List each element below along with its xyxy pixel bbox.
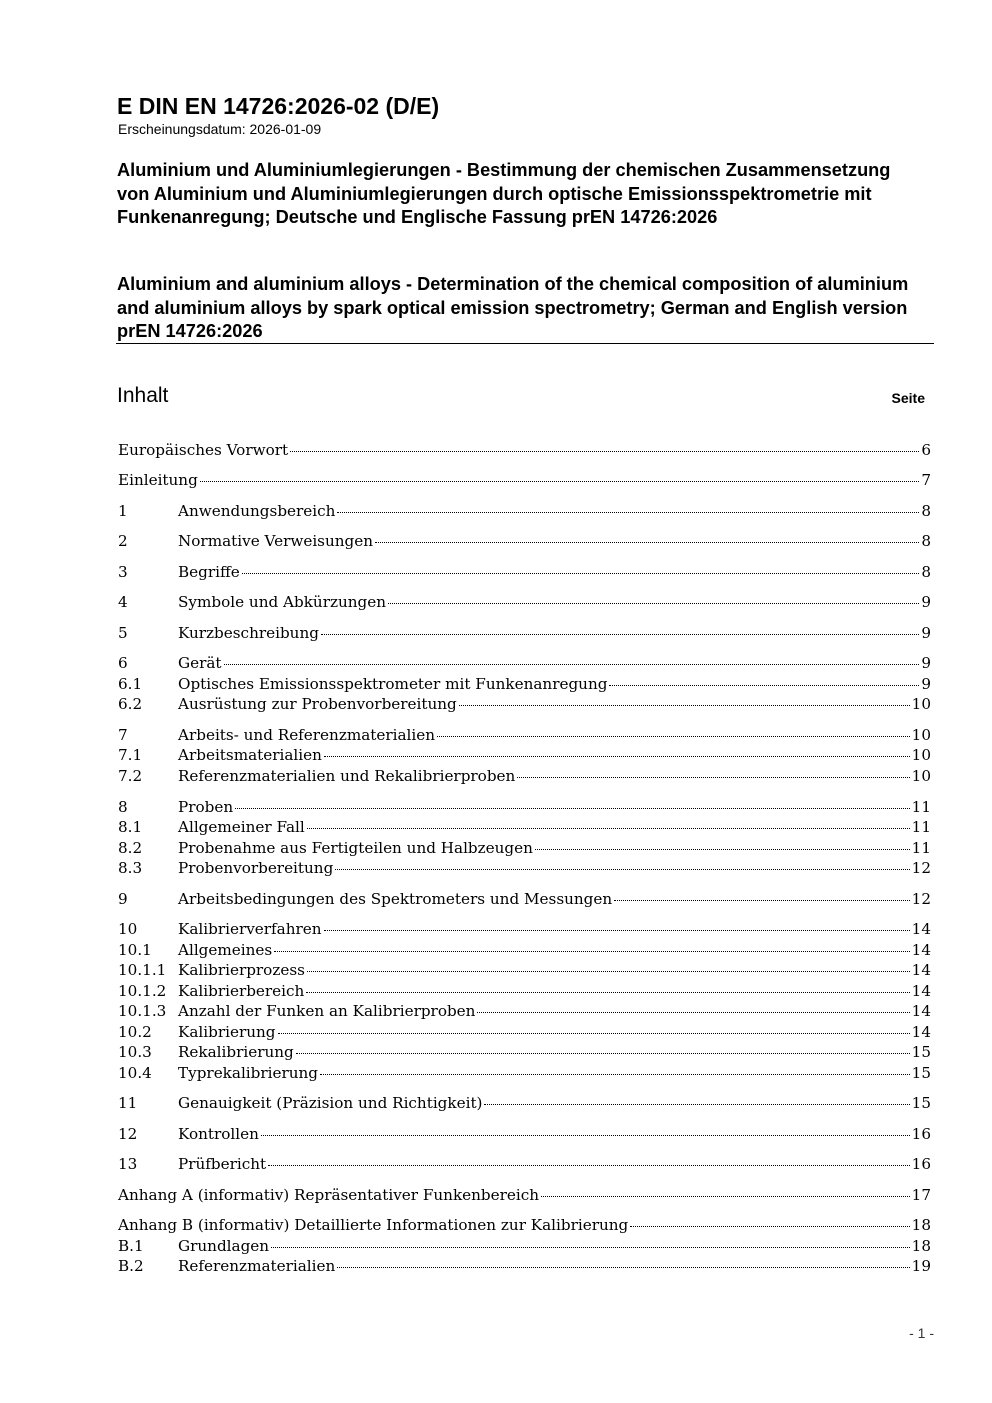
toc-entry-page: 18 — [911, 1216, 931, 1234]
toc-entry[interactable] — [118, 694, 931, 715]
toc-entry-title: Optisches Emissionsspektrometer mit Funkenanregung — [178, 675, 608, 693]
toc-leader-dots — [321, 633, 919, 635]
toc-entry-title: Probenahme aus Fertigteilen und Halbzeugen — [178, 839, 533, 857]
toc-entry-page: 12 — [911, 890, 931, 908]
toc-entry-page: 10 — [911, 726, 931, 744]
toc-entry-page: 8 — [921, 532, 931, 550]
toc-entry-number: B.1 — [118, 1237, 144, 1255]
toc-entry-page: 7 — [921, 471, 931, 489]
toc-leader-dots — [271, 1246, 910, 1248]
toc-entry-page: 11 — [911, 818, 931, 836]
toc-entry-number: 9 — [118, 890, 128, 908]
toc-entry-title: Anhang A (informativ) Repräsentativer Funkenbereich — [118, 1186, 540, 1204]
toc-entry-number: 4 — [118, 593, 128, 611]
toc-entry[interactable] — [118, 838, 931, 859]
toc-entry-title: Genauigkeit (Präzision und Richtigkeit) — [178, 1094, 483, 1112]
document-id: E DIN EN 14726:2026-02 (D/E) — [117, 93, 440, 119]
toc-entry-number: 6 — [118, 654, 128, 672]
toc-entry[interactable] — [118, 1256, 931, 1277]
toc-leader-dots — [535, 848, 910, 850]
toc-entry-number: 10.1 — [118, 941, 152, 959]
toc-leader-dots — [335, 868, 909, 870]
toc-entry-title: Referenzmaterialien — [178, 1257, 336, 1275]
toc-entry-number: 8 — [118, 798, 128, 816]
toc-entry-page: 11 — [911, 798, 931, 816]
toc-entry-number: 3 — [118, 563, 128, 581]
toc-entry-page: 15 — [911, 1094, 931, 1112]
toc-entry-page: 15 — [911, 1043, 931, 1061]
toc-entry-page: 12 — [911, 859, 931, 877]
toc-entry-title: Kalibrierung — [178, 1023, 276, 1041]
toc-entry-title: Anwendungsbereich — [178, 502, 336, 520]
toc-entry[interactable] — [118, 1093, 931, 1114]
toc-entry-title: Arbeitsmaterialien — [178, 746, 322, 764]
toc-entry-title: Kalibrierbereich — [178, 982, 305, 1000]
toc-entry-page: 16 — [911, 1155, 931, 1173]
toc-entry[interactable] — [118, 858, 931, 879]
toc-leader-dots — [541, 1195, 910, 1197]
toc-entry[interactable] — [118, 960, 931, 981]
toc-entry-title: Rekalibrierung — [178, 1043, 294, 1061]
toc-entry-page: 10 — [911, 746, 931, 764]
toc-leader-dots — [630, 1225, 909, 1227]
toc-entry[interactable] — [118, 1042, 931, 1063]
toc-entry-title: Anzahl der Funken an Kalibrierproben — [178, 1002, 476, 1020]
toc-entry[interactable] — [118, 1063, 931, 1084]
toc-leader-dots — [437, 735, 910, 737]
toc-entry-title: Typrekalibrierung — [178, 1064, 319, 1082]
toc-leader-dots — [337, 1266, 909, 1268]
toc-entry-title: Grundlagen — [178, 1237, 270, 1255]
toc-entry[interactable] — [118, 562, 931, 583]
toc-entry-page: 9 — [921, 593, 931, 611]
toc-leader-dots — [306, 991, 909, 993]
toc-entry-page: 14 — [911, 920, 931, 938]
title-german: Aluminium und Aluminiumlegierungen - Bestimmung der chemischen Zusammensetzung von Aluminium und Aluminiumlegierungen durch optische Emissionsspektrometrie mit Funkenanregung; Deutsche und Englische Fassung prEN 14726:2026 — [117, 160, 891, 227]
toc-entry[interactable] — [118, 1236, 931, 1257]
toc-leader-dots — [242, 572, 920, 574]
toc-entry-page: 11 — [911, 839, 931, 857]
toc-entry[interactable] — [118, 919, 931, 940]
toc-leader-dots — [224, 663, 920, 665]
toc-entry-title: Einleitung — [118, 471, 198, 489]
toc-entry[interactable] — [118, 1215, 931, 1236]
toc-entry-title: Allgemeines — [178, 941, 273, 959]
toc-leader-dots — [261, 1134, 910, 1136]
toc-entry-number: 1 — [118, 502, 128, 520]
toc-entry[interactable] — [118, 1154, 931, 1175]
toc-leader-dots — [388, 602, 919, 604]
toc-entry[interactable] — [118, 940, 931, 961]
toc-entry-page: 9 — [921, 624, 931, 642]
toc-entry-page: 15 — [911, 1064, 931, 1082]
title-divider — [116, 343, 934, 344]
toc-entry-page: 9 — [921, 654, 931, 672]
toc-entry[interactable] — [118, 1124, 931, 1145]
toc-entry-page: 16 — [911, 1125, 931, 1143]
toc-leader-dots — [517, 776, 909, 778]
toc-entry-number: 10.4 — [118, 1064, 152, 1082]
toc-entry-number: 12 — [118, 1125, 138, 1143]
toc-entry-page: 17 — [911, 1186, 931, 1204]
toc-entry-page: 10 — [911, 767, 931, 785]
toc-entry-page: 18 — [911, 1237, 931, 1255]
toc-entry[interactable] — [118, 470, 931, 491]
toc-entry-number: 7.2 — [118, 767, 143, 785]
toc-entry[interactable] — [118, 817, 931, 838]
toc-entry-number: 5 — [118, 624, 128, 642]
title-english: Aluminium and aluminium alloys - Determination of the chemical composition of aluminium and aluminium alloys by spark optical emission spectrometry; German and English version prEN 14726:2026 — [117, 274, 909, 341]
toc-leader-dots — [614, 899, 909, 901]
toc-leader-dots — [268, 1164, 910, 1166]
toc-entry-page: 14 — [911, 982, 931, 1000]
toc-leader-dots — [307, 970, 910, 972]
toc-entry-title: Prüfbericht — [178, 1155, 267, 1173]
toc-entry-number: 10 — [118, 920, 138, 938]
toc-entry[interactable] — [118, 745, 931, 766]
toc-entry[interactable] — [118, 623, 931, 644]
toc-page-label: Seite — [891, 390, 925, 406]
toc-entry[interactable] — [118, 766, 931, 787]
toc-entry-title: Normative Verweisungen — [178, 532, 374, 550]
toc-entry-title: Gerät — [178, 654, 222, 672]
toc-leader-dots — [337, 511, 919, 513]
toc-entry-title: Proben — [178, 798, 234, 816]
toc-entry-page: 14 — [911, 1002, 931, 1020]
toc-entry-number: 7 — [118, 726, 128, 744]
toc-entry[interactable] — [118, 1022, 931, 1043]
toc-entry[interactable] — [118, 1001, 931, 1022]
toc-heading: Inhalt — [117, 384, 169, 407]
toc-entry[interactable] — [118, 653, 931, 674]
toc-entry-title: Ausrüstung zur Probenvorbereitung — [178, 695, 457, 713]
toc-leader-dots — [375, 541, 919, 543]
toc-leader-dots — [274, 950, 909, 952]
toc-entry-number: 10.3 — [118, 1043, 152, 1061]
toc-entry-number: 13 — [118, 1155, 138, 1173]
toc-entry-number: 6.2 — [118, 695, 143, 713]
toc-entry[interactable] — [118, 981, 931, 1002]
toc-entry-title: Kalibrierverfahren — [178, 920, 322, 938]
toc-entry-title: Kalibrierprozess — [178, 961, 305, 979]
toc-leader-dots — [278, 1032, 910, 1034]
toc-entry-page: 10 — [911, 695, 931, 713]
toc-entry[interactable] — [118, 1185, 931, 1206]
toc-leader-dots — [200, 480, 920, 482]
toc-leader-dots — [477, 1011, 909, 1013]
toc-entry-page: 8 — [921, 563, 931, 581]
toc-entry-number: 10.1.1 — [118, 961, 167, 979]
toc-leader-dots — [459, 704, 910, 706]
toc-entry-number: B.2 — [118, 1257, 144, 1275]
toc-entry-number: 8.1 — [118, 818, 143, 836]
toc-entry[interactable] — [118, 592, 931, 613]
toc-entry-number: 8.2 — [118, 839, 143, 857]
toc-entry-title: Arbeitsbedingungen des Spektrometers und Messungen — [178, 890, 613, 908]
toc-entry-number: 10.1.2 — [118, 982, 167, 1000]
toc-entry-page: 6 — [921, 441, 931, 459]
toc-entry[interactable] — [118, 889, 931, 910]
toc-entry-title: Kontrollen — [178, 1125, 259, 1143]
toc-entry[interactable] — [118, 797, 931, 818]
toc-leader-dots — [307, 827, 910, 829]
toc-entry[interactable] — [118, 674, 931, 695]
toc-leader-dots — [484, 1103, 909, 1105]
toc-entry-title: Allgemeiner Fall — [178, 818, 305, 836]
toc-entry-title: Begriffe — [178, 563, 240, 581]
toc-entry-number: 8.3 — [118, 859, 143, 877]
toc-entry-number: 7.1 — [118, 746, 143, 764]
toc-entry-title: Referenzmaterialien und Rekalibrierproben — [178, 767, 516, 785]
toc-entry[interactable] — [118, 531, 931, 552]
toc-entry[interactable] — [118, 440, 931, 461]
toc-entry-number: 6.1 — [118, 675, 143, 693]
toc-leader-dots — [609, 684, 919, 686]
toc-entry[interactable] — [118, 501, 931, 522]
toc-entry-title: Probenvorbereitung — [178, 859, 334, 877]
toc-entry-title: Arbeits- und Referenzmaterialien — [178, 726, 436, 744]
toc-leader-dots — [324, 755, 910, 757]
toc-leader-dots — [235, 807, 910, 809]
toc-entry-title: Symbole und Abkürzungen — [178, 593, 387, 611]
toc-leader-dots — [296, 1052, 910, 1054]
toc-leader-dots — [324, 929, 910, 931]
toc-entry-number: 10.2 — [118, 1023, 152, 1041]
toc-entry-number: 2 — [118, 532, 128, 550]
toc-entry-page: 14 — [911, 941, 931, 959]
toc-entry-page: 8 — [921, 502, 931, 520]
publication-date: Erscheinungsdatum: 2026-01-09 — [118, 121, 322, 137]
toc-entry-title: Kurzbeschreibung — [178, 624, 319, 642]
toc-entry-number: 11 — [118, 1094, 138, 1112]
toc-entry-page: 9 — [921, 675, 931, 693]
toc-entry-page: 14 — [911, 961, 931, 979]
page-number: - 1 - — [909, 1325, 934, 1341]
toc-entry-title: Anhang B (informativ) Detaillierte Informationen zur Kalibrierung — [118, 1216, 629, 1234]
toc-leader-dots — [320, 1073, 910, 1075]
toc-entry-page: 19 — [911, 1257, 931, 1275]
toc-leader-dots — [290, 450, 919, 452]
toc-entry[interactable] — [118, 725, 931, 746]
toc-entry-number: 10.1.3 — [118, 1002, 167, 1020]
toc-entry-page: 14 — [911, 1023, 931, 1041]
toc-entry-title: Europäisches Vorwort — [118, 441, 289, 459]
